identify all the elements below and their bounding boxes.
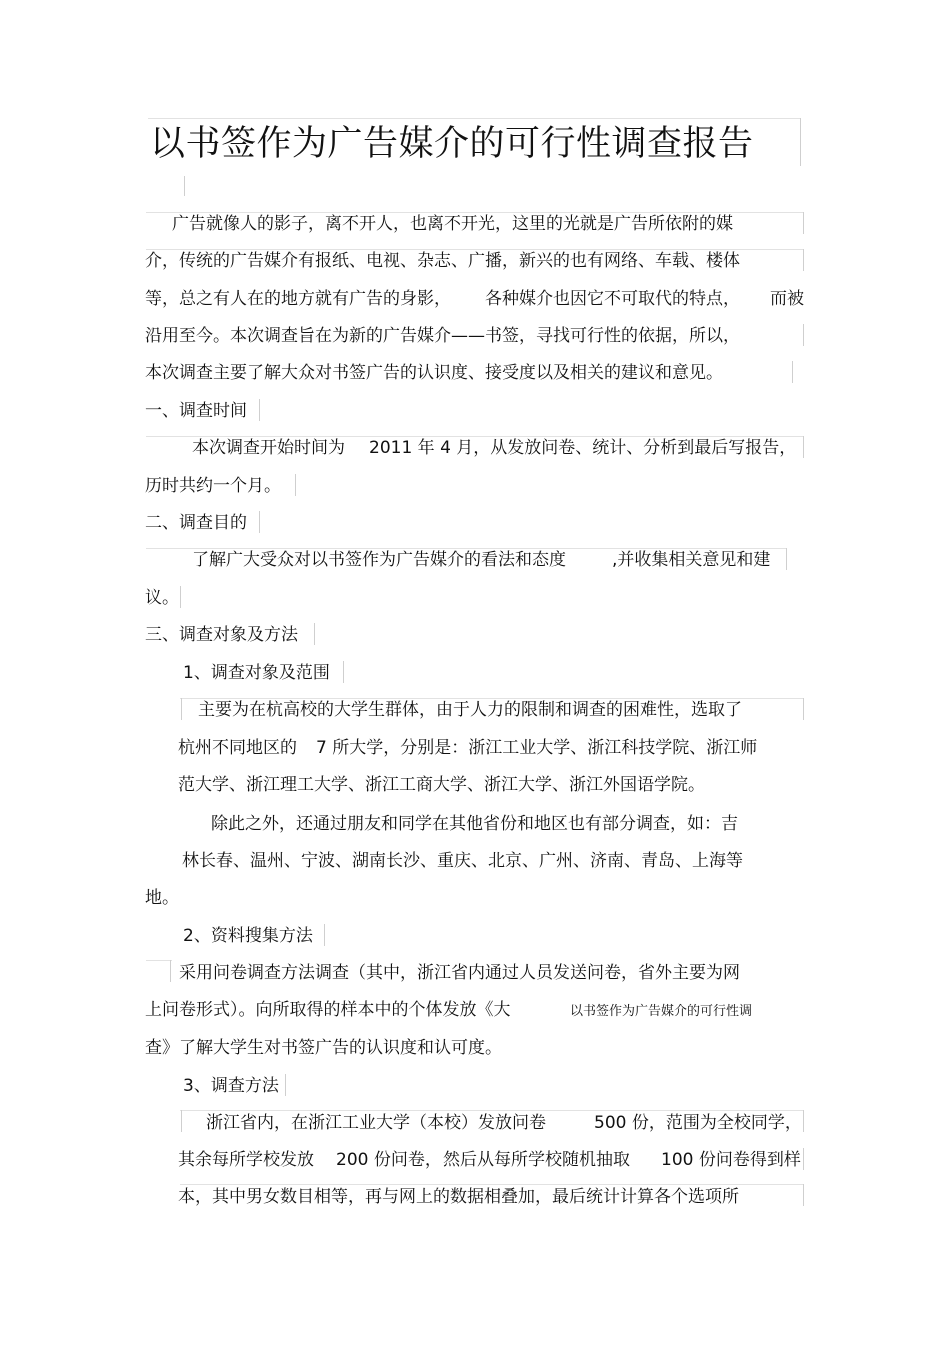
section-3-heading-bar xyxy=(314,623,315,645)
subsection-1-left-bar xyxy=(181,698,182,720)
intro-line-3a: 等，总之有人在的地方就有广告的身影， xyxy=(145,289,451,309)
subsection-3-line-2d: 100 份问卷得到样 xyxy=(661,1150,801,1170)
section-2-bar-2 xyxy=(180,586,181,608)
intro-bar-4 xyxy=(803,324,804,346)
subsection-1-right-bar xyxy=(803,698,804,720)
section-1-bar-1 xyxy=(803,436,804,458)
subsection-2-line-2b: 以书签作为广告媒介的可行性调 xyxy=(570,1004,753,1019)
intro-line-3b: 各种媒介也因它不可取代的特点， xyxy=(485,289,740,309)
subsection-3-rule-3 xyxy=(180,1184,804,1185)
subsection-3-line-2b: 200 份问卷， xyxy=(336,1150,442,1170)
subsection-3-right-bar-1 xyxy=(803,1110,804,1132)
subsection-2-rule xyxy=(146,960,172,961)
intro-line-3c: 而被 xyxy=(770,289,804,309)
intro-bar-1 xyxy=(803,212,804,234)
subsection-3-line-3: 本，其中男女数目相等，再与网上的数据相叠加，最后统计计算各个选项所 xyxy=(178,1187,739,1207)
subsection-2-left-bar xyxy=(170,960,171,982)
subsection-1-line-3: 范大学、浙江理工大学、浙江工商大学、浙江大学、浙江外国语学院。 xyxy=(178,775,705,795)
subsection-3-line-1b: 500 份，范围为全校同学， xyxy=(594,1113,802,1133)
subsection-3-line-1a: 浙江省内，在浙江工业大学（本校）发放问卷 xyxy=(206,1113,546,1133)
intro-line-4: 沿用至今。本次调查旨在为新的广告媒介——书签，寻找可行性的依据，所以， xyxy=(145,326,740,346)
subsection-3-rule xyxy=(180,1110,804,1111)
section-2-heading: 二、调查目的 xyxy=(145,513,247,533)
section-1-heading-bar xyxy=(259,399,260,421)
subsection-3-left-bar xyxy=(181,1110,182,1132)
intro-line-5: 本次调查主要了解大众对书签广告的认识度、接受度以及相关的建议和意见。 xyxy=(145,363,723,383)
subsection-1-line-1: 主要为在杭高校的大学生群体，由于人力的限制和调查的困难性，选取了 xyxy=(198,700,742,720)
subsection-3-line-2c: 然后从每所学校随机抽取 xyxy=(443,1150,630,1170)
section-1-bar-2 xyxy=(295,474,296,496)
subsection-1-heading: 1、调查对象及范围 xyxy=(183,663,330,683)
title-frame-left xyxy=(184,176,185,196)
section-1-line-1b: 2011 年 4 月，从发放问卷、统计、分析到最后写报告， xyxy=(369,438,797,458)
section-2-line-2: 议。 xyxy=(145,588,179,608)
subsection-2-line-1: 采用问卷调查方法调查（其中，浙江省内通过人员发送问卷，省外主要为网 xyxy=(179,963,740,983)
subsection-1-line-2b: 7 所大学，分别是：浙江工业大学、浙江科技学院、浙江师 xyxy=(316,738,758,758)
intro-line-2: 介，传统的广告媒介有报纸、电视、杂志、广播，新兴的也有网络、车载、楼体 xyxy=(145,251,740,271)
section-1-heading: 一、调查时间 xyxy=(145,401,247,421)
subsection-2-heading: 2、资料搜集方法 xyxy=(183,926,313,946)
title-frame-top xyxy=(148,118,800,119)
subsection-3-heading: 3、调查方法 xyxy=(183,1076,279,1096)
intro-line-1: 广告就像人的影子，离不开人，也离不开光，这里的光就是广告所依附的媒 xyxy=(172,214,733,234)
section-3-heading: 三、调查对象及方法 xyxy=(145,625,298,645)
section-2-line-1b: ,并收集相关意见和建 xyxy=(612,550,771,570)
subsection-3-right-bar-2 xyxy=(803,1148,804,1170)
subsection-3-right-bar-3 xyxy=(803,1184,804,1206)
section-2-bar-1 xyxy=(786,548,787,570)
subsection-2-line-2a: 上问卷形式）。向所取得的样本中的个体发放《大 xyxy=(145,1000,511,1020)
subsection-2-line-3: 查》了解大学生对书签广告的认识度和认可度。 xyxy=(145,1038,502,1058)
section-2-heading-bar xyxy=(259,511,260,533)
subsection-1-heading-bar xyxy=(343,661,344,683)
subsection-1-line-6: 地。 xyxy=(145,888,179,908)
subsection-1-line-5: 林长春、温州、宁波、湖南长沙、重庆、北京、广州、济南、青岛、上海等 xyxy=(182,851,743,871)
section-1-line-1a: 本次调查开始时间为 xyxy=(192,438,345,458)
subsection-3-line-2a: 其余每所学校发放 xyxy=(178,1150,314,1170)
intro-bar-5 xyxy=(792,361,793,383)
subsection-1-line-2a: 杭州不同地区的 xyxy=(178,738,297,758)
subsection-2-heading-bar xyxy=(324,924,325,946)
section-1-line-2: 历时共约一个月。 xyxy=(145,476,281,496)
section-2-line-1a: 了解广大受众对以书签作为广告媒介的看法和态度 xyxy=(192,550,566,570)
subsection-1-line-4: 除此之外，还通过朋友和同学在其他省份和地区也有部分调查，如：吉 xyxy=(211,814,738,834)
title-frame-right xyxy=(800,118,801,166)
subsection-3-heading-bar xyxy=(285,1074,286,1096)
intro-bar-2 xyxy=(803,249,804,271)
document-title: 以书签作为广告媒介的可行性调查报告 xyxy=(150,124,754,164)
